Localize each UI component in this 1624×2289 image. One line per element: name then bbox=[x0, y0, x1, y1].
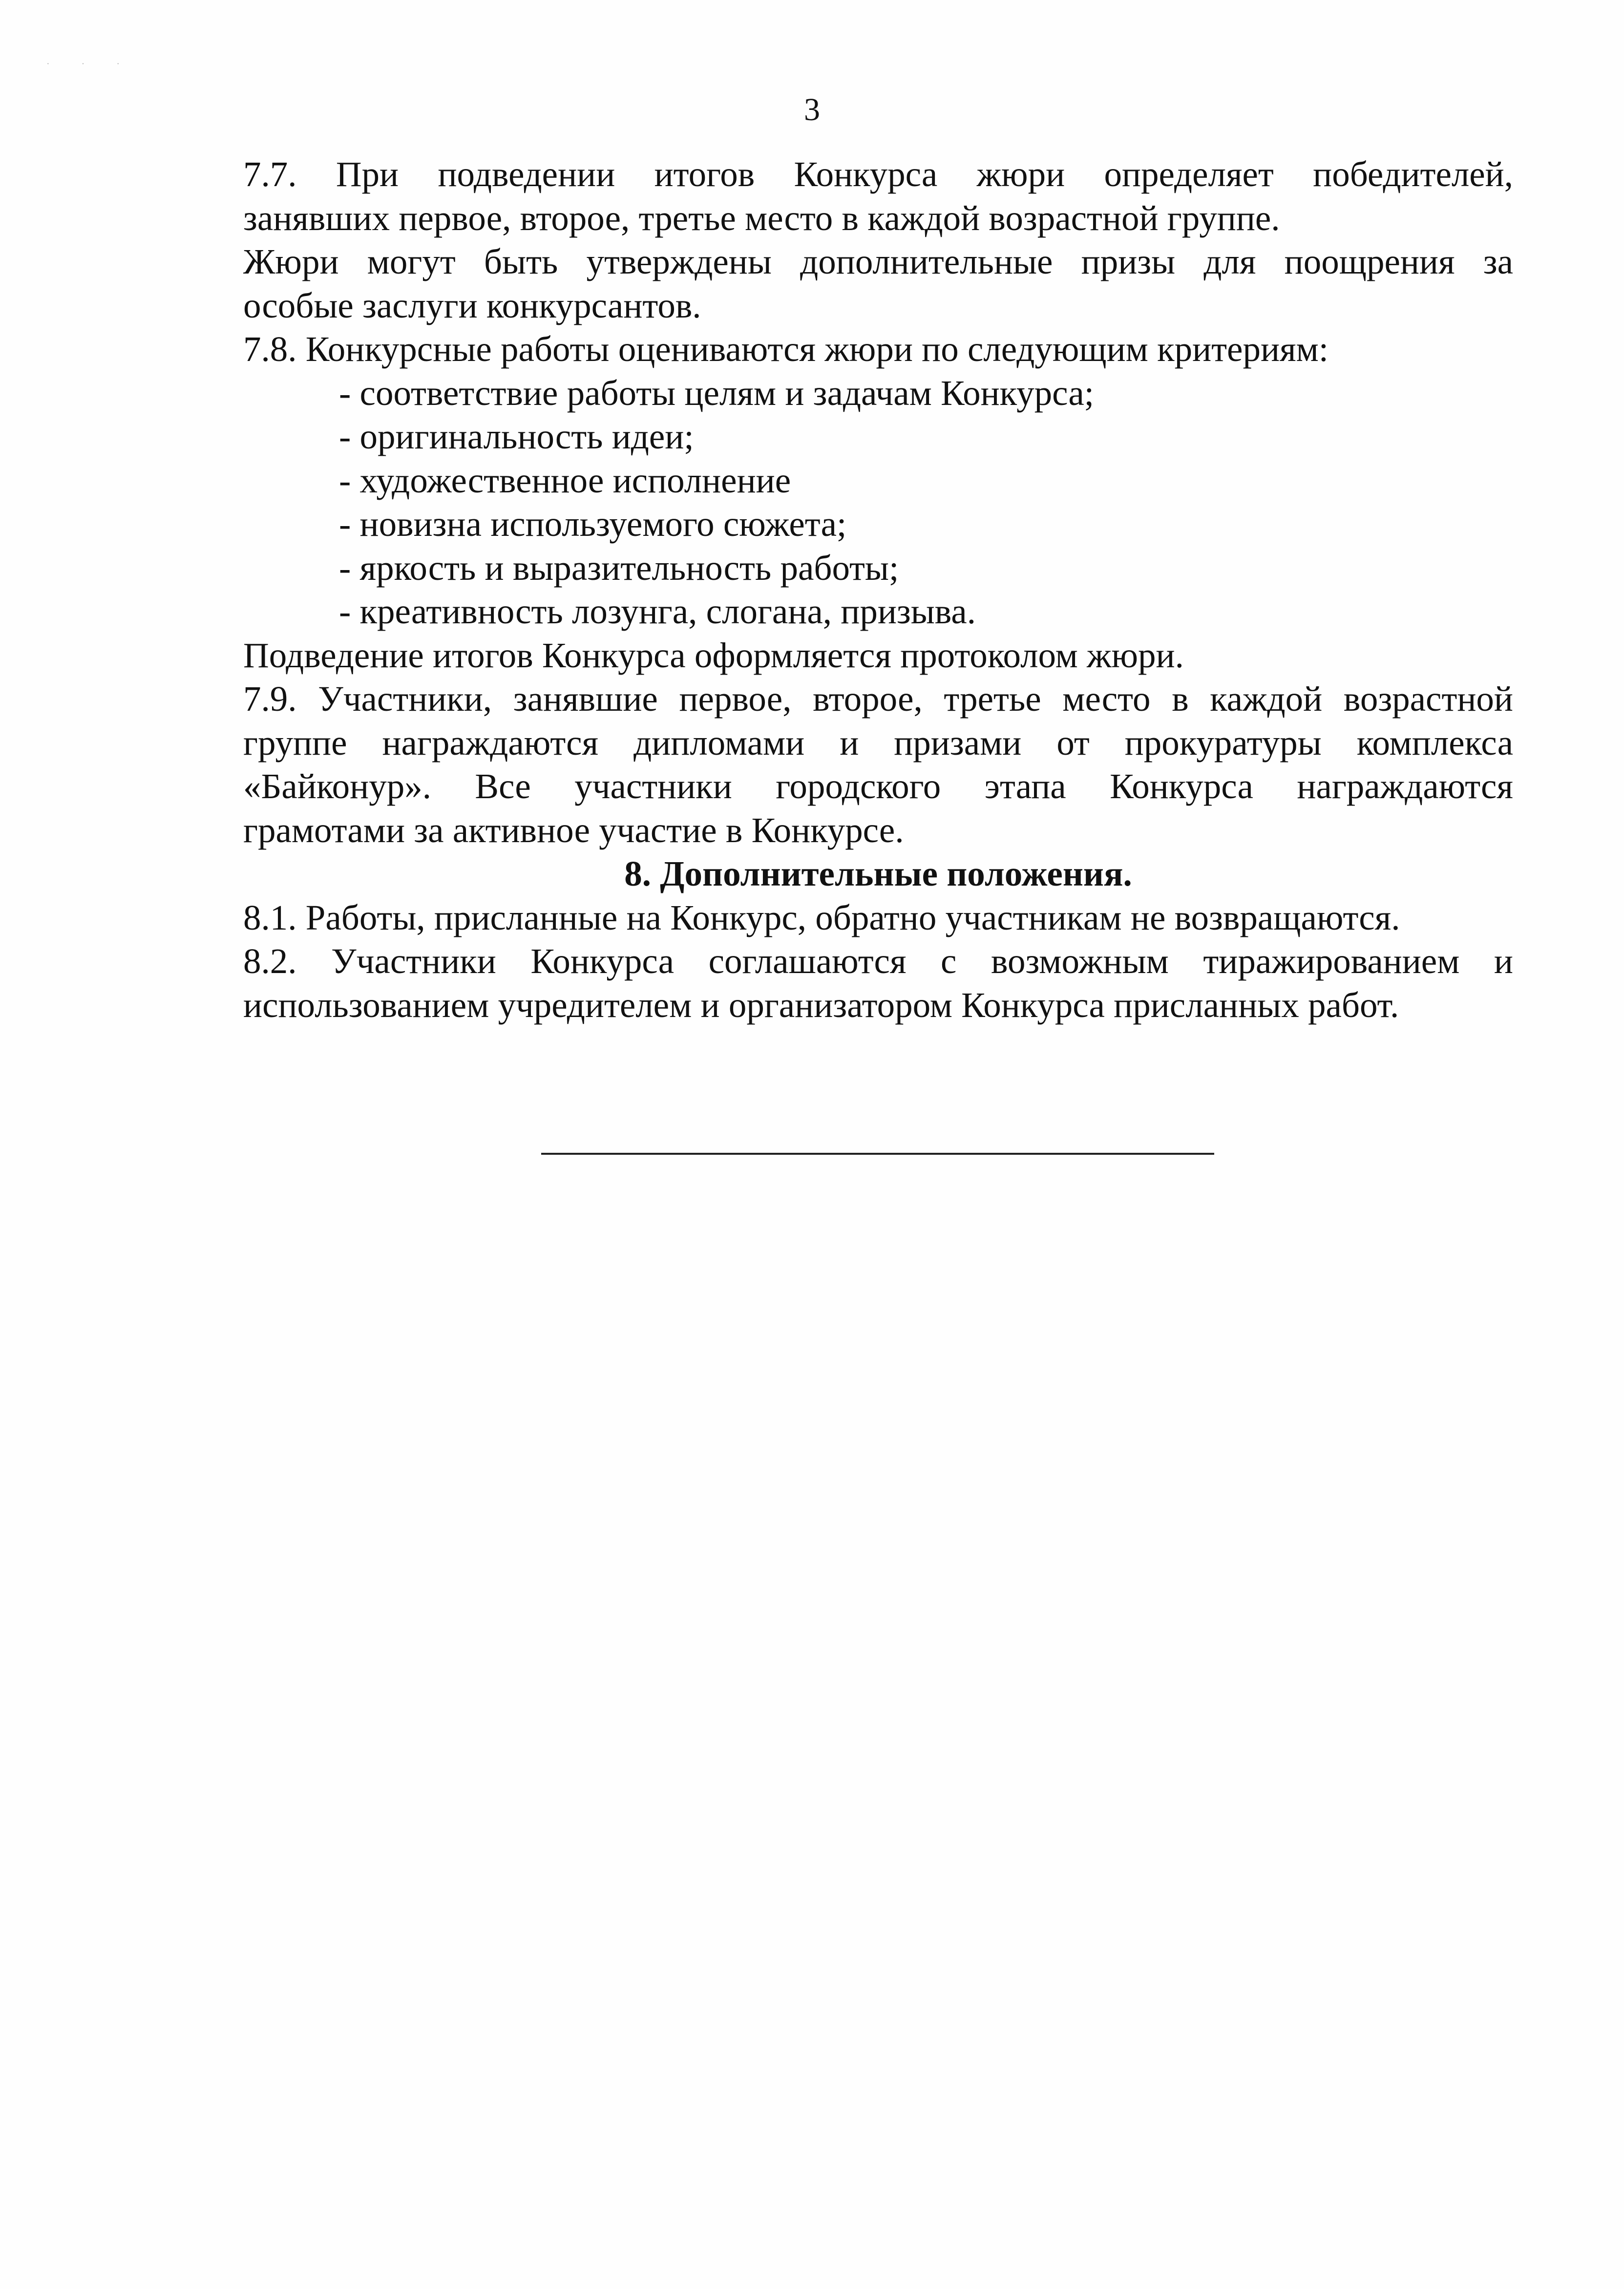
paragraph-7-8-intro: 7.8. Конкурсные работы оцениваются жюри по следующим критериям: bbox=[243, 329, 1329, 369]
criteria-item: - оригинальность идеи; bbox=[339, 417, 694, 456]
paragraph-8-1: 8.1. Работы, присланные на Конкурс, обратно участникам не возвращаются. bbox=[243, 897, 1400, 937]
paragraph-7-7-line-1: 7.7. При подведении итогов Конкурса жюри определяет победителей, bbox=[243, 154, 1513, 194]
paragraph-7-9-line-2: группе награждаются дипломами и призами от прокуратуры комплекса bbox=[243, 722, 1513, 763]
criteria-item: - соответствие работы целям и задачам Конкурса; bbox=[339, 373, 1095, 413]
criteria-item: - новизна используемого сюжета; bbox=[339, 504, 847, 544]
paragraph-7-9-line-1: 7.9. Участники, занявшие первое, второе, третье место в каждой возрастной bbox=[243, 679, 1513, 719]
end-of-document-rule bbox=[541, 1153, 1214, 1155]
paragraph-7-7-line-2: занявших первое, второе, третье место в каждой возрастной группе. bbox=[243, 198, 1280, 238]
document-body bbox=[243, 152, 1513, 1027]
paragraph-protocol: Подведение итогов Конкурса оформляется протоколом жюри. bbox=[243, 635, 1184, 675]
paragraph-7-9-line-3: «Байконур». Все участники городского этапа Конкурса награждаются bbox=[243, 766, 1513, 806]
criteria-item: - художественное исполнение bbox=[339, 460, 791, 500]
paragraph-8-2-line-2: использованием учредителем и организатором Конкурса присланных работ. bbox=[243, 985, 1399, 1025]
page-number: 3 bbox=[804, 92, 820, 127]
paragraph-prizes-line-1: Жюри могут быть утверждены дополнительные призы для поощрения за bbox=[243, 242, 1513, 281]
criteria-item: - яркость и выразительность работы; bbox=[339, 548, 899, 588]
paragraph-prizes-line-2: особые заслуги конкурсантов. bbox=[243, 285, 701, 325]
scan-artifact: · · · bbox=[46, 59, 134, 69]
criteria-list bbox=[243, 371, 1513, 634]
criteria-item: - креативность лозунга, слогана, призыва. bbox=[339, 592, 976, 631]
paragraph-8-2-line-1: 8.2. Участники Конкурса соглашаются с возможным тиражированием и bbox=[243, 941, 1513, 981]
paragraph-7-9-line-4: грамотами за активное участие в Конкурсе. bbox=[243, 810, 904, 850]
section-8-heading: 8. Дополнительные положения. bbox=[624, 854, 1132, 893]
